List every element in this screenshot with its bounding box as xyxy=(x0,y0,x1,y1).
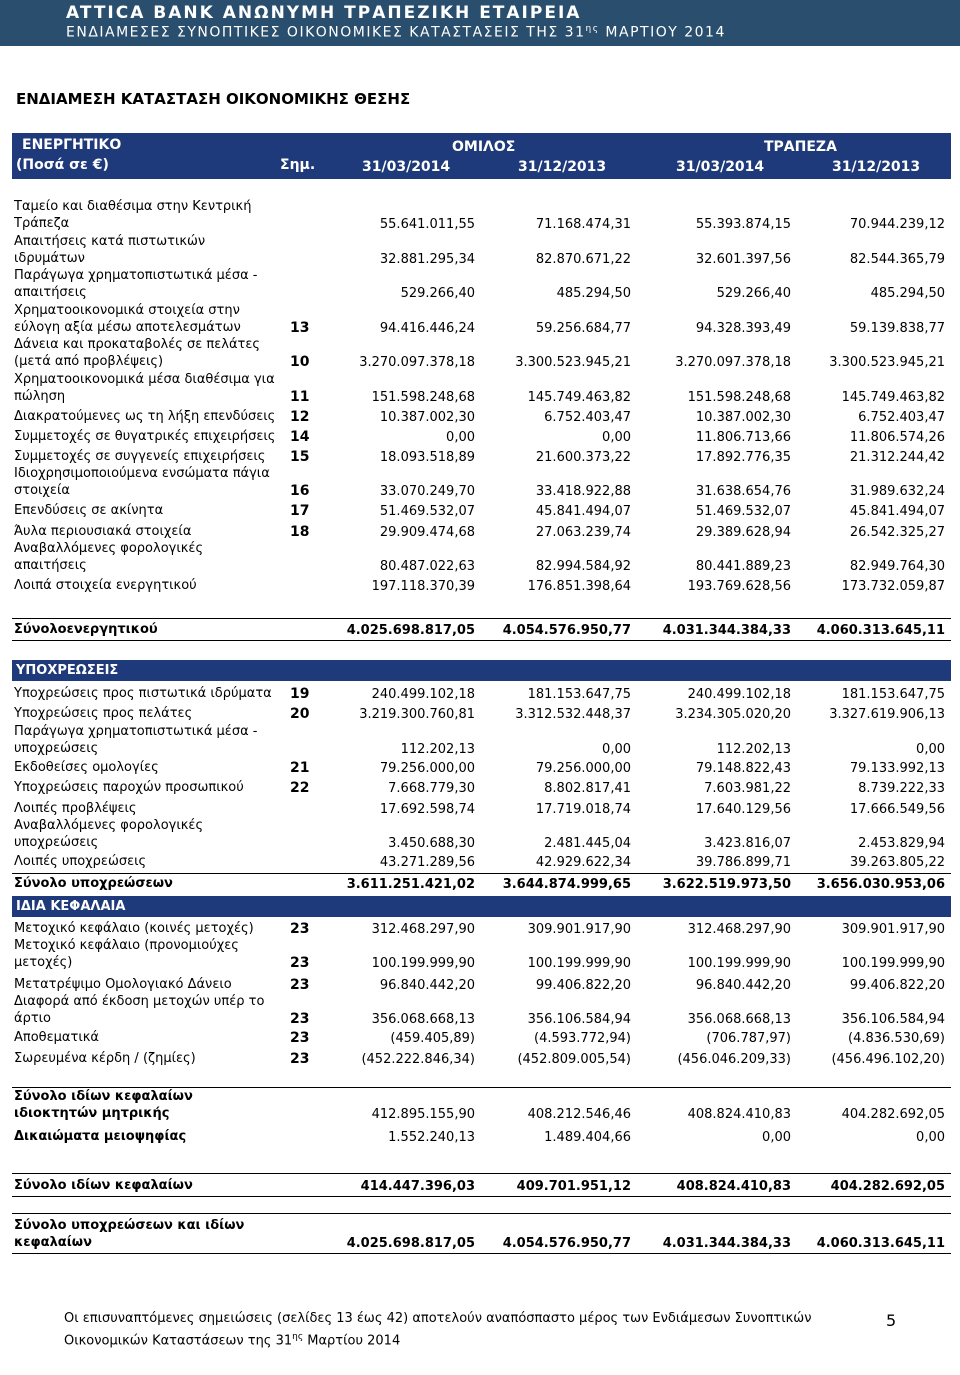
group-2014-value: 412.895.155,90 xyxy=(371,1107,475,1122)
rule xyxy=(12,1087,951,1088)
liabilities-heading: ΥΠΟΧΡΕΩΣΕΙΣ xyxy=(16,663,119,678)
group-2014-value: 18.093.518,89 xyxy=(379,450,475,465)
row-label: Σύνολο υποχρεώσεων xyxy=(14,876,173,891)
table-row xyxy=(12,303,951,337)
group-2013-value: 6.752.403,47 xyxy=(544,410,631,425)
group-2013-value: 71.168.474,31 xyxy=(535,217,631,232)
row-label: Συμμετοχές σε συγγενείς επιχειρήσεις xyxy=(14,449,266,464)
group-2013-value: 17.719.018,74 xyxy=(535,802,631,817)
group-2013-value: 4.054.576.950,77 xyxy=(502,623,631,638)
group-2013-value: 408.212.546,46 xyxy=(527,1107,631,1122)
group-2014-value: 240.499.102,18 xyxy=(371,687,475,702)
bank-2014-value: 0,00 xyxy=(762,1130,791,1145)
group-2014-value: 17.692.598,74 xyxy=(379,802,475,817)
table-header xyxy=(12,133,951,179)
page-title: ΕΝΔΙΑΜΕΣΗ ΚΑΤΑΣΤΑΣΗ ΟΙΚΟΝΟΜΙΚΗΣ ΘΕΣΗΣ xyxy=(16,90,411,108)
bank-2014-value: 17.640.129,56 xyxy=(695,802,791,817)
page-header xyxy=(0,0,960,46)
table-row xyxy=(12,724,951,758)
row-note: 18 xyxy=(290,524,310,540)
bank-2014-value: 240.499.102,18 xyxy=(687,687,791,702)
row-label: Επενδύσεις σε ακίνητα xyxy=(14,503,164,518)
row-note: 14 xyxy=(290,429,310,445)
bank-2014-value: 80.441.889,23 xyxy=(695,559,791,574)
row-note: 23 xyxy=(290,955,310,971)
table-row xyxy=(12,994,951,1028)
row-note: 20 xyxy=(290,706,310,722)
bank-2013-value: 4.060.313.645,11 xyxy=(816,623,945,638)
bank-2013-value: 70.944.239,12 xyxy=(849,217,945,232)
bank-2014-value: 356.068.668,13 xyxy=(687,1012,791,1027)
bank-2014-value: 96.840.442,20 xyxy=(695,978,791,993)
table-row xyxy=(12,406,951,426)
bank-2013-value: 0,00 xyxy=(916,742,945,757)
group-2013-value: 409.701.951,12 xyxy=(516,1179,631,1194)
group-2014-value: 100.199.999,90 xyxy=(371,956,475,971)
table-row xyxy=(12,500,951,520)
row-note: 23 xyxy=(290,921,310,937)
table-row xyxy=(12,777,951,797)
bank-2014-value: 55.393.874,15 xyxy=(695,217,791,232)
bank-2013-value: 2.453.829,94 xyxy=(858,836,945,851)
row-label: Εκδοθείσες ομολογίες xyxy=(14,760,159,775)
group-2014-value: 414.447.396,03 xyxy=(360,1179,475,1194)
bank-heading: ΤΡΑΠΕΖΑ xyxy=(764,139,837,155)
bank-2014-value: 3.423.816,07 xyxy=(704,836,791,851)
group-2014-value: 3.219.300.760,81 xyxy=(359,707,475,722)
table-row xyxy=(12,446,951,466)
bank-2014-value: 4.031.344.384,33 xyxy=(662,1236,791,1251)
unit-label: (Ποσά σε €) xyxy=(16,157,109,173)
row-label: Άυλα περιουσιακά στοιχεία xyxy=(14,524,192,539)
bank-2013-value: 39.263.805,22 xyxy=(849,855,945,870)
rule xyxy=(12,1213,951,1214)
bank-2014-value: (456.046.209,33) xyxy=(677,1052,791,1067)
group-2013-value: 145.749.463,82 xyxy=(527,390,631,405)
group-2013-value: 33.418.922,88 xyxy=(535,484,631,499)
bank-2013-value: 6.752.403,47 xyxy=(858,410,945,425)
bank-2013-value: 8.739.222,33 xyxy=(858,781,945,796)
bank-2014-value: (706.787,97) xyxy=(706,1031,791,1046)
group-2014-value: 43.271.289,56 xyxy=(379,855,475,870)
group-2013-value: 82.870.671,22 xyxy=(535,252,631,267)
table-row xyxy=(12,575,951,595)
group-2013-value: 79.256.000,00 xyxy=(535,761,631,776)
row-note: 23 xyxy=(290,1051,310,1067)
row-label: Αναβαλλόμενες φορολογικές απαιτήσεις xyxy=(14,541,204,573)
row-note: 22 xyxy=(290,780,310,796)
bank-2013-value: 145.749.463,82 xyxy=(841,390,945,405)
rule xyxy=(12,618,951,619)
group-2014-value: 312.468.297,90 xyxy=(371,922,475,937)
row-label: Δάνεια και προκαταβολές σε πελάτες (μετά από προβλέψεις) xyxy=(14,337,261,369)
table-row xyxy=(12,938,951,972)
row-label: Σύνολο υποχρεώσεων και ιδίων κεφαλαίων xyxy=(14,1218,245,1250)
row-note: 11 xyxy=(290,389,310,405)
table-row xyxy=(12,1027,951,1047)
bank-2014-value: 4.031.344.384,33 xyxy=(662,623,791,638)
row-label: Αναβαλλόμενες φορολογικές υποχρεώσεις xyxy=(14,818,204,850)
bank-2013-value: 100.199.999,90 xyxy=(841,956,945,971)
group-2013-value: 82.994.584,92 xyxy=(535,559,631,574)
bank-2013-value: 356.106.584,94 xyxy=(841,1012,945,1027)
bank-2013-value: (4.836.530,69) xyxy=(848,1031,945,1046)
bank-2013-value: 3.656.030.953,06 xyxy=(816,877,945,892)
row-note: 23 xyxy=(290,1011,310,1027)
group-2014-value: 94.416.446,24 xyxy=(379,321,475,336)
row-label: Δικαιώματα μειοψηφίας xyxy=(14,1129,187,1144)
bank-2014-value: 112.202,13 xyxy=(716,742,791,757)
group-2014-value: 3.450.688,30 xyxy=(388,836,475,851)
row-label: Σωρευμένα κέρδη / (ζημίες) xyxy=(14,1051,196,1066)
table-row xyxy=(12,798,951,818)
group-2013-value: 3.300.523.945,21 xyxy=(515,355,631,370)
group-2014-value: 7.668.779,30 xyxy=(388,781,475,796)
bank-2014-value: 17.892.776,35 xyxy=(695,450,791,465)
bank-2014-value: 7.603.981,22 xyxy=(704,781,791,796)
group-2013-value: 2.481.445,04 xyxy=(544,836,631,851)
table-row xyxy=(12,521,951,541)
row-label: Απαιτήσεις κατά πιστωτικών ιδρυμάτων xyxy=(14,234,206,266)
row-label: Υποχρεώσεις παροχών προσωπικού xyxy=(14,780,244,795)
row-label: Σύνολο ιδίων κεφαλαίων xyxy=(14,1178,193,1193)
rule xyxy=(12,1173,951,1174)
group-2014-value: 151.598.248,68 xyxy=(371,390,475,405)
col-bank-2014: 31/03/2014 xyxy=(676,159,765,175)
group-2013-value: 21.600.373,22 xyxy=(535,450,631,465)
group-2014-value: (459.405,89) xyxy=(390,1031,475,1046)
group-2013-value: 27.063.239,74 xyxy=(535,525,631,540)
row-label: Μετατρέψιμο Ομολογιακό Δάνειο xyxy=(14,977,232,992)
group-heading: ΟΜΙΛΟΣ xyxy=(452,139,516,155)
bank-2013-value: 181.153.647,75 xyxy=(841,687,945,702)
row-label: Υποχρεώσεις προς πελάτες xyxy=(14,706,193,721)
equity-heading: ΙΔΙΑ ΚΕΦΑΛΑΙΑ xyxy=(16,899,126,914)
bank-2013-value: 79.133.992,13 xyxy=(849,761,945,776)
total-row xyxy=(12,619,951,639)
group-2014-value: 4.025.698.817,05 xyxy=(346,1236,475,1251)
bank-2013-value: 82.544.365,79 xyxy=(849,252,945,267)
group-2013-value: 0,00 xyxy=(602,430,631,445)
group-2014-value: 3.611.251.421,02 xyxy=(346,877,475,892)
group-2014-value: (452.222.846,34) xyxy=(361,1052,475,1067)
bank-2013-value: 4.060.313.645,11 xyxy=(816,1236,945,1251)
row-note: 10 xyxy=(290,354,310,370)
group-2013-value: 1.489.404,66 xyxy=(544,1130,631,1145)
table-row xyxy=(12,466,951,500)
bank-2014-value: 3.234.305.020,20 xyxy=(675,707,791,722)
row-label: Λοιπές προβλέψεις xyxy=(14,801,137,816)
row-note: 12 xyxy=(290,409,310,425)
row-note: 17 xyxy=(290,503,310,519)
group-2014-value: 112.202,13 xyxy=(400,742,475,757)
bank-2013-value: 11.806.574,26 xyxy=(849,430,945,445)
bank-2014-value: 29.389.628,94 xyxy=(695,525,791,540)
bank-2013-value: 404.282.692,05 xyxy=(841,1107,945,1122)
table-row xyxy=(12,426,951,446)
row-label: Αποθεματικά xyxy=(14,1030,99,1045)
bank-2013-value: 485.294,50 xyxy=(870,286,945,301)
row-label: Μετοχικό κεφάλαιο (κοινές μετοχές) xyxy=(14,921,254,936)
note-heading: Σημ. xyxy=(280,157,316,173)
group-2013-value: 3.312.532.448,37 xyxy=(515,707,631,722)
group-2014-value: 4.025.698.817,05 xyxy=(346,623,475,638)
row-note: 13 xyxy=(290,320,310,336)
total-row xyxy=(12,1126,951,1146)
bank-2014-value: 193.769.628,56 xyxy=(687,579,791,594)
group-2013-value: 42.929.622,34 xyxy=(535,855,631,870)
footer-note: Οι επισυναπτόμενες σημειώσεις (σελίδες 13 έως 42) αποτελούν αναπόσπαστο μέρος των Ενδιάμεσων Συνοπτικών Οικονομικών Καταστάσεων της $31^{\eta\varsigma}$ Μαρτίου 2014 xyxy=(64,1311,812,1349)
row-label: Διαφορά από έκδοση μετοχών υπέρ το άρτιο xyxy=(14,994,265,1026)
row-label: Λοιπά στοιχεία ενεργητικού xyxy=(14,578,197,593)
bank-2014-value: 3.622.519.973,50 xyxy=(662,877,791,892)
group-2014-value: 1.552.240,13 xyxy=(388,1130,475,1145)
row-label: Ταμείο και διαθέσιμα στην Κεντρική Τράπεζα xyxy=(14,199,252,231)
row-label: Ιδιοχρησιμοποιούμενα ενσώματα πάγια στοιχεία xyxy=(14,466,270,498)
table-row xyxy=(12,974,951,994)
group-2014-value: 29.909.474,68 xyxy=(379,525,475,540)
group-2013-value: 309.901.917,90 xyxy=(527,922,631,937)
rule xyxy=(12,1253,951,1254)
bank-2014-value: 94.328.393,49 xyxy=(695,321,791,336)
rule xyxy=(12,1196,951,1197)
group-2014-value: 197.118.370,39 xyxy=(371,579,475,594)
bank-2014-value: 408.824.410,83 xyxy=(687,1107,791,1122)
row-label: Παράγωγα χρηματοπιστωτικά μέσα - απαιτήσεις xyxy=(14,268,258,300)
row-label: Σύνολο ιδίων κεφαλαίων ιδιοκτητών μητρικής xyxy=(14,1089,193,1121)
bank-2013-value: 17.666.549,56 xyxy=(849,802,945,817)
col-group-2013: 31/12/2013 xyxy=(518,159,607,175)
group-2013-value: 356.106.584,94 xyxy=(527,1012,631,1027)
table-row xyxy=(12,918,951,938)
col-group-2014: 31/03/2014 xyxy=(362,159,451,175)
group-2014-value: 32.881.295,34 xyxy=(379,252,475,267)
bank-2013-value: 82.949.764,30 xyxy=(849,559,945,574)
table-row xyxy=(12,268,951,302)
bank-2013-value: 59.139.838,77 xyxy=(849,321,945,336)
table-row xyxy=(12,337,951,371)
table-row xyxy=(12,851,951,871)
bank-name: ATTICA BANK ΑΝΩΝΥΜΗ ΤΡΑΠΕΖΙΚΗ ΕΤΑΙΡΕΙΑ xyxy=(66,3,582,23)
equity-heading-band xyxy=(12,896,951,917)
table-row xyxy=(12,199,951,233)
bank-2014-value: 31.638.654,76 xyxy=(695,484,791,499)
bank-2014-value: 100.199.999,90 xyxy=(687,956,791,971)
bank-2013-value: 3.327.619.906,13 xyxy=(829,707,945,722)
group-2014-value: 51.469.532,07 xyxy=(379,504,475,519)
group-2013-value: 8.802.817,41 xyxy=(544,781,631,796)
rule xyxy=(12,640,951,641)
group-2013-value: 0,00 xyxy=(602,742,631,757)
group-2014-value: 55.641.011,55 xyxy=(379,217,475,232)
group-2013-value: 45.841.494,07 xyxy=(535,504,631,519)
row-label: Παράγωγα χρηματοπιστωτικά μέσα - υποχρεώσεις xyxy=(14,724,258,756)
group-2013-value: 99.406.822,20 xyxy=(535,978,631,993)
bank-2013-value: 26.542.325,27 xyxy=(849,525,945,540)
total-row xyxy=(12,1218,951,1252)
total-row xyxy=(12,1089,951,1123)
group-2013-value: 176.851.398,64 xyxy=(527,579,631,594)
col-bank-2013: 31/12/2013 xyxy=(832,159,921,175)
row-note: 23 xyxy=(290,977,310,993)
row-note: 23 xyxy=(290,1030,310,1046)
group-2014-value: 10.387.002,30 xyxy=(379,410,475,425)
table-row xyxy=(12,818,951,852)
total-row xyxy=(12,873,951,893)
report-subtitle: ΕΝΔΙΑΜΕΣΕΣ ΣΥΝΟΠΤΙΚΕΣ ΟΙΚΟΝΟΜΙΚΕΣ ΚΑΤΑΣΤΑΣΕΙΣ ΤΗΣ $31^{\eta\varsigma}$ ΜΑΡΤΙΟΥ 2014 xyxy=(66,24,726,41)
bank-2014-value: 51.469.532,07 xyxy=(695,504,791,519)
assets-heading: ΕΝΕΡΓΗΤΙΚΟ xyxy=(22,137,122,153)
bank-2014-value: 3.270.097.378,18 xyxy=(675,355,791,370)
row-label: Υποχρεώσεις προς πιστωτικά ιδρύματα xyxy=(14,686,272,701)
group-2013-value: 181.153.647,75 xyxy=(527,687,631,702)
bank-2014-value: 32.601.397,56 xyxy=(695,252,791,267)
bank-2013-value: 3.300.523.945,21 xyxy=(829,355,945,370)
row-label: Χρηματοοικονομικά στοιχεία στην εύλογη αξία μέσω αποτελεσμάτων xyxy=(14,303,241,335)
bank-2014-value: 39.786.899,71 xyxy=(695,855,791,870)
row-label: Σύνολοενεργητικού xyxy=(14,622,158,637)
table-row xyxy=(12,703,951,723)
bank-2013-value: 0,00 xyxy=(916,1130,945,1145)
total-row xyxy=(12,1175,951,1195)
bank-2014-value: 151.598.248,68 xyxy=(687,390,791,405)
bank-2014-value: 10.387.002,30 xyxy=(695,410,791,425)
row-label: Λοιπές υποχρεώσεις xyxy=(14,854,147,869)
bank-2014-value: 11.806.713,66 xyxy=(695,430,791,445)
row-label: Διακρατούμενες ως τη λήξη επενδύσεις xyxy=(14,409,276,424)
group-2013-value: (452.809.005,54) xyxy=(517,1052,631,1067)
group-2014-value: 80.487.022,63 xyxy=(379,559,475,574)
bank-2013-value: (456.496.102,20) xyxy=(831,1052,945,1067)
group-2013-value: 59.256.684,77 xyxy=(535,321,631,336)
group-2013-value: 100.199.999,90 xyxy=(527,956,631,971)
table-row xyxy=(12,541,951,575)
group-2014-value: 356.068.668,13 xyxy=(371,1012,475,1027)
bank-2014-value: 408.824.410,83 xyxy=(676,1179,791,1194)
group-2014-value: 529.266,40 xyxy=(400,286,475,301)
row-note: 19 xyxy=(290,686,310,702)
group-2014-value: 79.256.000,00 xyxy=(379,761,475,776)
liabilities-heading-band xyxy=(12,660,951,681)
group-2013-value: 3.644.874.999,65 xyxy=(502,877,631,892)
bank-2013-value: 21.312.244,42 xyxy=(849,450,945,465)
row-note: 21 xyxy=(290,760,310,776)
group-2014-value: 0,00 xyxy=(446,430,475,445)
bank-2013-value: 404.282.692,05 xyxy=(830,1179,945,1194)
group-2014-value: 33.070.249,70 xyxy=(379,484,475,499)
bank-2013-value: 45.841.494,07 xyxy=(849,504,945,519)
row-label: Συμμετοχές σε θυγατρικές επιχειρήσεις xyxy=(14,429,276,444)
group-2014-value: 96.840.442,20 xyxy=(379,978,475,993)
bank-2014-value: 529.266,40 xyxy=(716,286,791,301)
bank-2013-value: 31.989.632,24 xyxy=(849,484,945,499)
rule xyxy=(12,873,951,874)
bank-2014-value: 79.148.822,43 xyxy=(695,761,791,776)
group-2013-value: (4.593.772,94) xyxy=(534,1031,631,1046)
row-note: 16 xyxy=(290,483,310,499)
bank-2013-value: 173.732.059,87 xyxy=(841,579,945,594)
bank-2013-value: 99.406.822,20 xyxy=(849,978,945,993)
table-row xyxy=(12,757,951,777)
table-row xyxy=(12,683,951,703)
bank-2014-value: 312.468.297,90 xyxy=(687,922,791,937)
bank-2013-value: 309.901.917,90 xyxy=(841,922,945,937)
row-note: 15 xyxy=(290,449,310,465)
table-row xyxy=(12,372,951,406)
group-2013-value: 485.294,50 xyxy=(556,286,631,301)
table-row xyxy=(12,234,951,268)
group-2014-value: 3.270.097.378,18 xyxy=(359,355,475,370)
table-row xyxy=(12,1048,951,1068)
row-label: Μετοχικό κεφάλαιο (προνομιούχες μετοχές) xyxy=(14,938,239,970)
row-label: Χρηματοοικονομικά μέσα διαθέσιμα για πώληση xyxy=(14,372,275,404)
group-2013-value: 4.054.576.950,77 xyxy=(502,1236,631,1251)
page-number: 5 xyxy=(886,1311,897,1330)
